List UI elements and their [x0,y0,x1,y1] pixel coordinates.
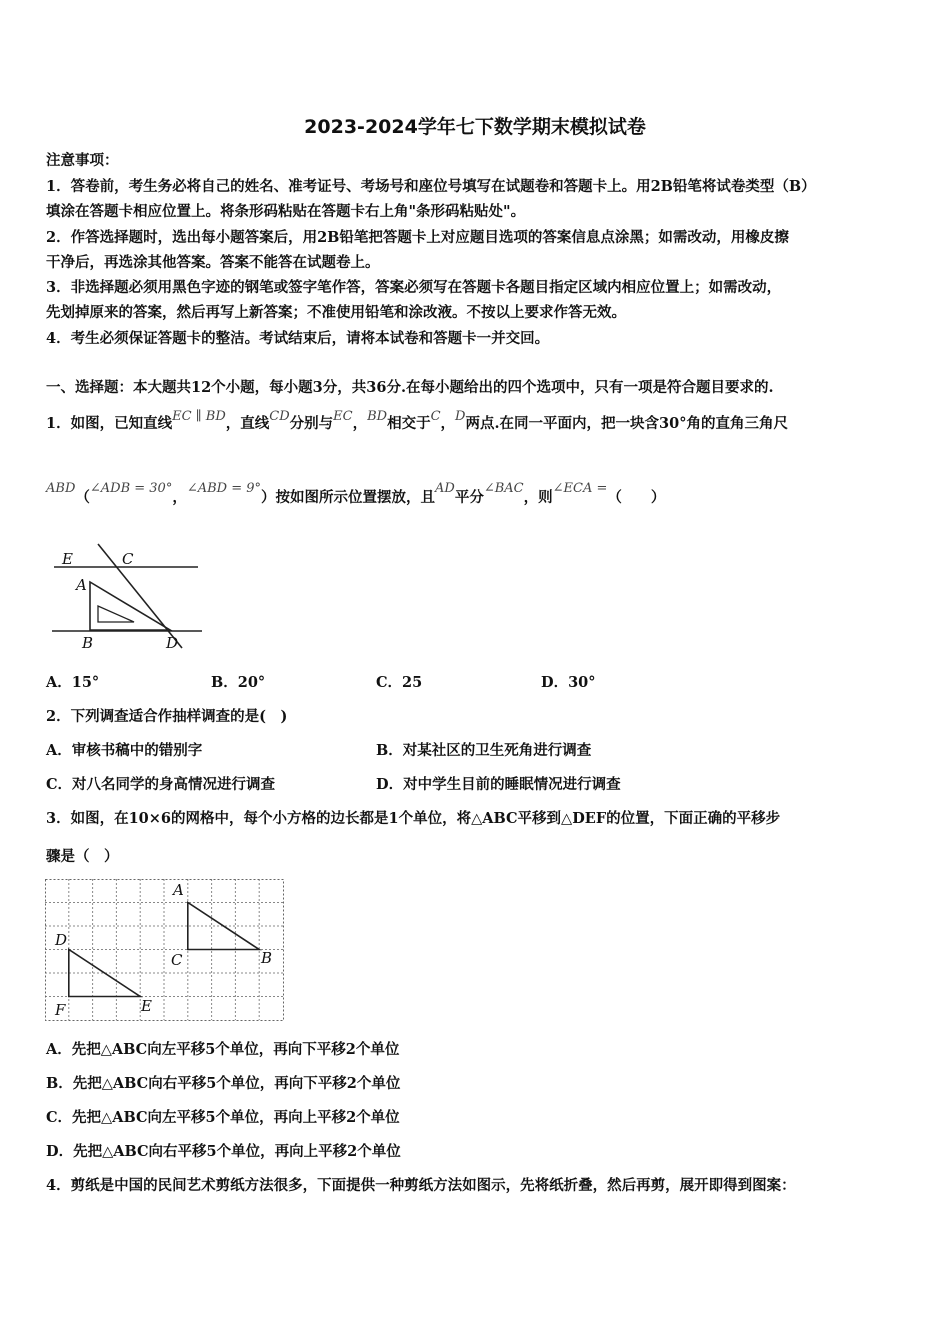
q1-math: EC [333,409,353,424]
q3-option-a[interactable]: A．先把△ABC向左平移5个单位，再向下平移2个单位 [46,1041,400,1058]
label-b: B [82,634,94,652]
q1-math: BD [367,409,388,424]
triangle-abd [90,582,170,630]
q1-figure [46,540,206,652]
notice-heading: 注意事项： [46,152,119,169]
q1-math: ∠BAC [483,481,524,496]
q1-math: D [455,409,466,424]
q1-text: ， [440,415,456,432]
q1-text: ， [352,415,368,432]
q1-math: AD [435,481,455,496]
page-title: 2023-2024学年七下数学期末模拟试卷 [304,116,646,138]
q1-math: ∠ABD = 9° [186,481,262,496]
notice-line: 干净后，再选涂其他答案。答案不能答在试题卷上。 [46,254,380,271]
section-heading: 一、选择题：本大题共12个小题，每小题3分，共36分.在每小题给出的四个选项中，只有一项是符合题目要求的. [46,379,774,396]
q3-option-c[interactable]: C．先把△ABC向左平移5个单位，再向上平移2个单位 [46,1109,400,1126]
label-b: B [261,949,273,967]
q1-text: 两点.在同一平面内，把一块含30°角的直角三角尺 [465,415,788,432]
q1-text: ，则 [523,489,553,506]
q1-option-d[interactable]: D．30° [541,674,596,691]
q1-text: 相交于 [387,415,431,432]
q1-stem-line2 [46,481,666,509]
q1-option-c[interactable]: C．25 [376,674,423,691]
q1-math: C [430,409,441,424]
label-d: D [166,634,179,652]
q1-text: （ ） [607,489,666,506]
q1-math: CD [269,409,290,424]
notice-line: 3．非选择题必须用黑色字迹的钢笔或签字笔作答，答案必须写在答题卡各题目指定区域内相应位置上；如需改动， [46,279,782,296]
q1-math: ∠ADB = 30° [89,481,173,496]
q1-text: 分别与 [289,415,334,432]
notice-line: 填涂在答题卡相应位置上。将条形码粘贴在答题卡右上角"条形码粘贴处"。 [46,203,526,220]
q1-text: ）按如图所示位置摆放，且 [261,489,436,506]
q1-text: 平分 [454,489,484,506]
label-e: E [62,550,73,568]
q1-math: ∠ECA = [552,481,608,496]
q3-option-d[interactable]: D．先把△ABC向右平移5个单位，再向上平移2个单位 [46,1143,401,1160]
label-c: C [122,550,134,568]
q3-grid-figure [45,879,285,1022]
q3-stem-line2: 骤是（ ） [46,848,119,865]
notice-line: 1．答卷前，考生务必将自己的姓名、准考证号、考场号和座位号填写在试题卷和答题卡上。用2B铅笔将试卷类型（B） [46,178,816,195]
label-e: E [141,997,152,1015]
label-d: D [55,931,68,949]
q2-option-c[interactable]: C．对八名同学的身高情况进行调查 [46,776,276,793]
q2-stem: 2．下列调查适合作抽样调查的是( ) [46,708,288,725]
q3-option-b[interactable]: B．先把△ABC向右平移5个单位，再向下平移2个单位 [46,1075,401,1092]
q1-text: ， [172,489,187,506]
notice-line: 4．考生必须保证答题卡的整洁。考试结束后，请将本试卷和答题卡一并交回。 [46,330,550,347]
notice-line: 先划掉原来的答案，然后再写上新答案；不准使用铅笔和涂改液。不按以上要求作答无效。 [46,304,626,321]
q4-stem: 4．剪纸是中国的民间艺术剪纸方法很多，下面提供一种剪纸方法如图示，先将纸折叠，然后再剪，展开即得到图案： [46,1177,796,1194]
q1-stem-line1 [46,409,788,435]
q1-text: （ [75,489,90,506]
q2-option-b[interactable]: B．对某社区的卫生死角进行调查 [376,742,592,759]
q1-option-b[interactable]: B．20° [211,674,266,691]
label-a: A [76,576,87,594]
label-a: A [173,881,184,899]
q2-option-a[interactable]: A．审核书稿中的错别字 [46,742,203,759]
q2-option-d[interactable]: D．对中学生目前的睡眠情况进行调查 [376,776,621,793]
q1-math: EC ∥ BD [172,409,226,424]
q3-stem-line1: 3．如图，在10×6的网格中，每个小方格的边长都是1个单位，将△ABC平移到△DEF的位置，下面正确的平移步 [46,810,781,827]
line-cd [98,544,182,648]
q1-math: ABD [46,481,76,496]
label-f: F [55,1001,66,1019]
label-c: C [171,951,183,969]
q1-text: ，直线 [225,415,270,432]
notice-line: 2．作答选择题时，选出每小题答案后，用2B铅笔把答题卡上对应题目选项的答案信息点涂黑；如需改动，用橡皮擦 [46,229,789,246]
q1-text: 1．如图，已知直线 [46,415,173,432]
q1-option-a[interactable]: A．15° [46,674,100,691]
triangle-inner [98,606,134,622]
